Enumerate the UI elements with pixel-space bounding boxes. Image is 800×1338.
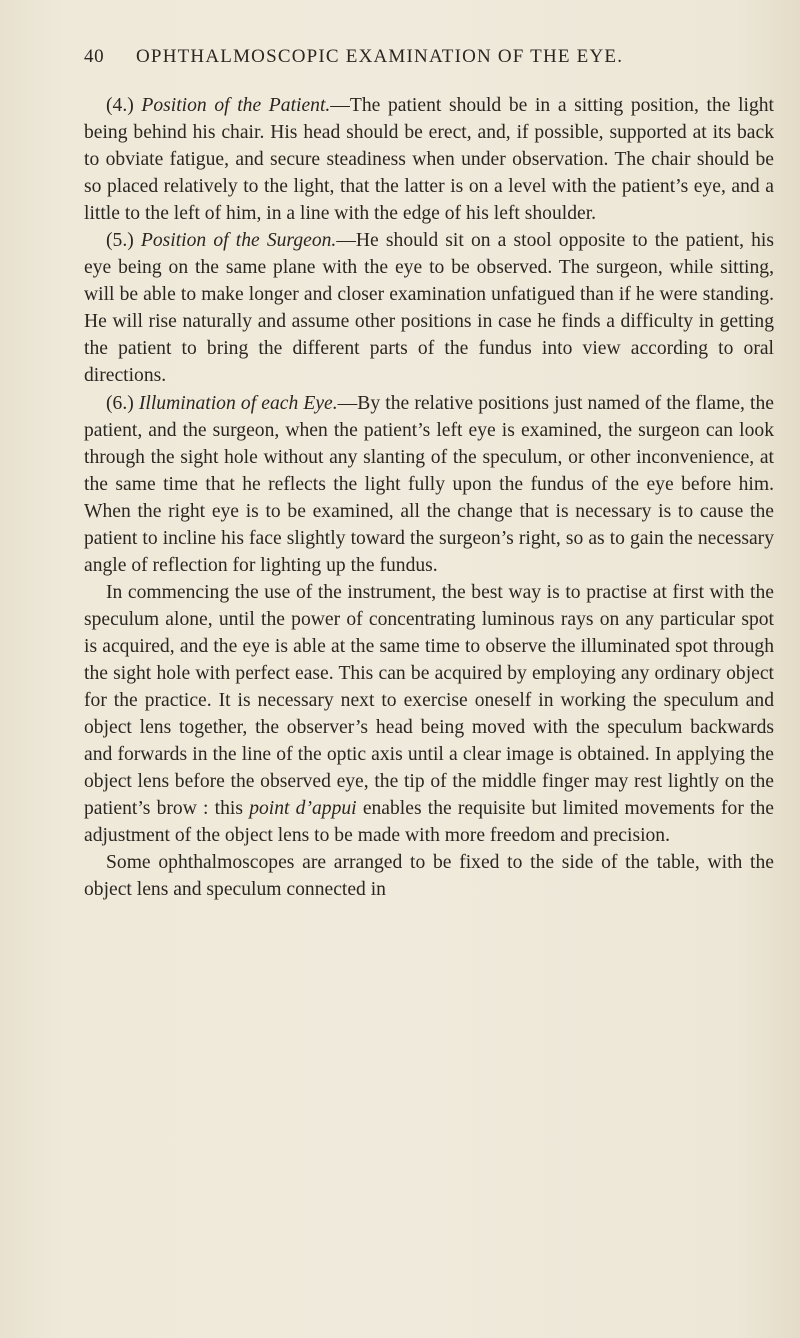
paragraph-position-of-surgeon — [84, 227, 774, 389]
page-header — [84, 46, 774, 76]
paragraph-text: In commencing the use of the instrument, the best way is to practise at first with the speculum alone, until the power of concentrating luminous rays on any particular spot is acquired, and the eye is able at the same time to observe the illuminated spot through the sight hole with perfect ease. This can be acquired by employing any ordinary object for the practice. It is necessary next to exercise oneself in working the speculum and object lens together, the observer’s head being moved with the speculum backwards and forwards in the line of the optic axis until a clear image is obtained. In applying the object lens before the observed eye, the tip of the middle finger may rest lightly on the patient’s brow : this — [84, 581, 774, 820]
paragraph-text: —By the relative positions just named of the flame, the patient, and the surgeon, when the patient’s left eye is examined, the surgeon can look through the sight hole without any slanting of the speculum, or other inconvenience, at the same time that he reflects the light fully upon the fundus of the eye before him. When the right eye is to be examined, all the change that is necessary is to cause the patient to incline his face slightly toward the surgeon’s right, so as to gain the necessary angle of reflection for lighting up the fundus. — [84, 392, 774, 576]
paragraph-illumination — [84, 390, 774, 579]
paragraph-position-of-patient — [84, 92, 774, 227]
paragraph-text: enables the requisite but limited movements for the adjustment of the object lens to be made with more freedom and precision. — [84, 798, 774, 847]
paragraph-number: (6.) — [106, 392, 134, 414]
running-head: OPHTHALMOSCOPIC EXAMINATION OF THE EYE. — [136, 46, 624, 67]
paragraph-commencing — [84, 579, 774, 849]
body-text — [84, 92, 774, 903]
paragraph-number: (5.) — [106, 230, 134, 252]
paragraph-heading: Position of the Patient. — [141, 95, 331, 116]
paragraph-text: —The patient should be in a sitting position, the light being behind his chair. His head should be erect, and, if possible, supported at its back to obviate fatigue, and secure steadiness when under observation. The chair should be so placed relatively to the light, that the latter is on a level with the patient’s eye, and a little to the left of him, in a line with the edge of his left shoulder. — [84, 95, 774, 225]
paragraph-text: —He should sit on a stool opposite to the patient, his eye being on the same plane with the eye to be observed. The surgeon, while sitting, will be able to make longer and closer examination unfatigued than if he were standing. He will rise naturally and assume other positions in case he finds a difficulty in getting the patient to bring the different parts of the fundus into view according to oral directions. — [84, 230, 775, 387]
paragraph-heading: Position of the Surgeon. — [140, 230, 337, 252]
paragraph-text: Some ophthalmoscopes are arranged to be fixed to the side of the table, with the object lens and speculum connected in — [84, 852, 774, 901]
paragraph-heading: Illumination of each Eye. — [138, 392, 338, 414]
page-number: 40 — [84, 46, 105, 67]
paragraph-ophthalmoscopes — [84, 849, 774, 903]
paragraph-number: (4.) — [106, 95, 134, 116]
paragraph-emphasis: point d’appui — [249, 798, 357, 820]
